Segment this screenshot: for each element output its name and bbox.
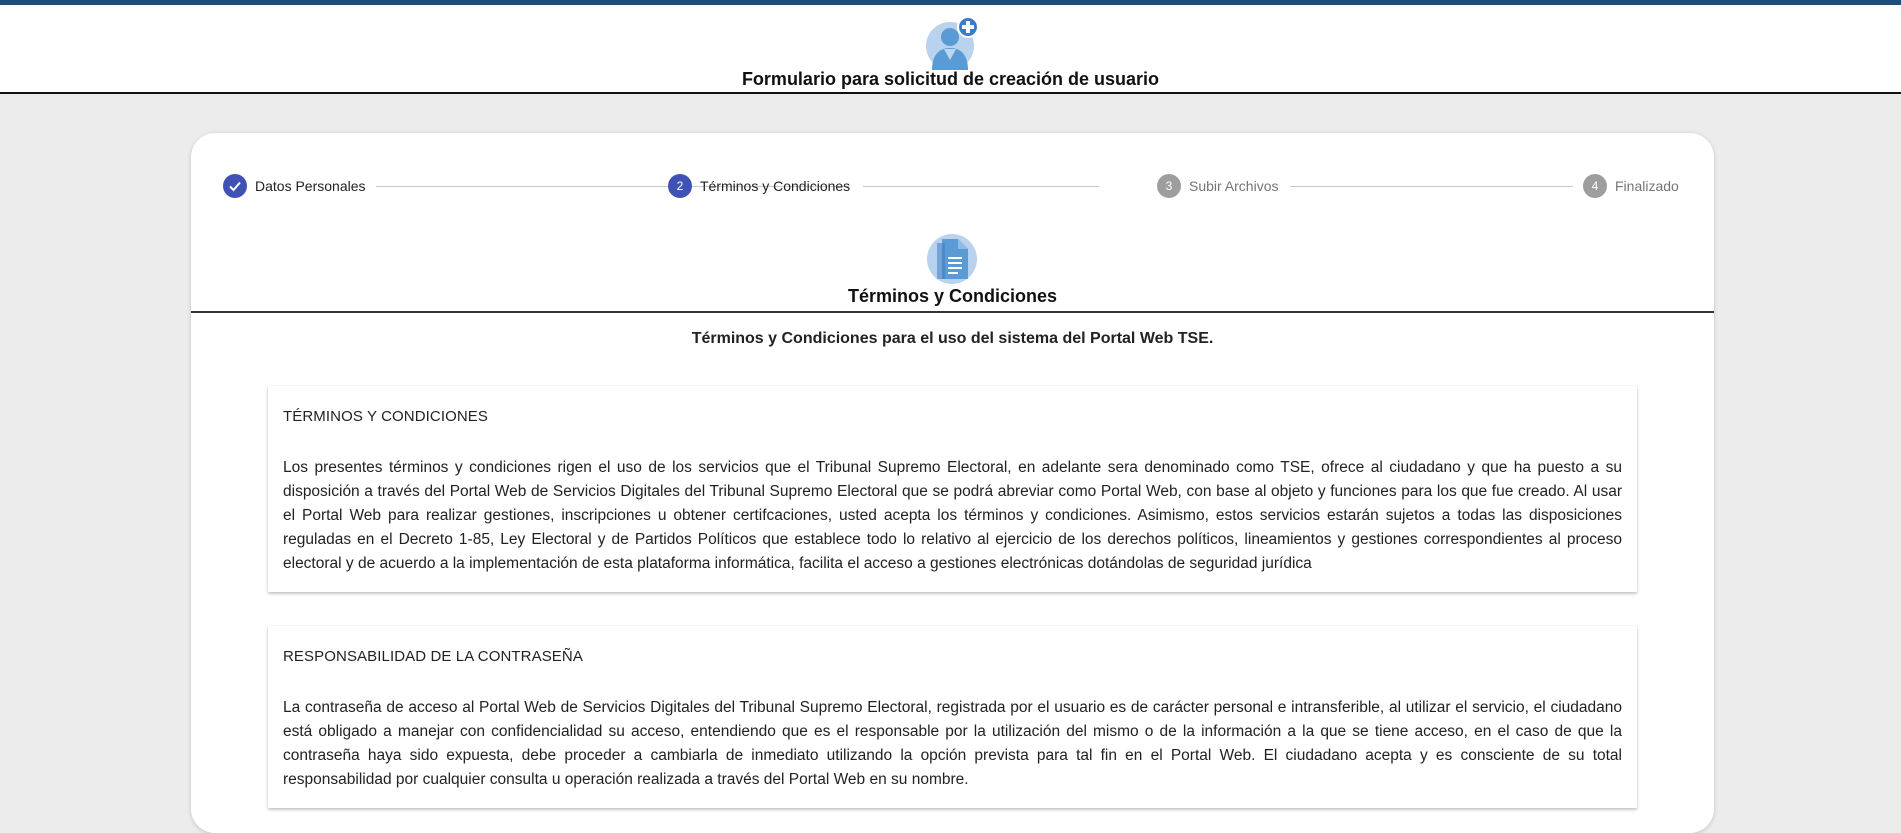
terms-panel [268, 386, 1637, 592]
step-datos-personales[interactable] [223, 173, 366, 199]
step-connector [863, 186, 1099, 187]
user-add-icon [926, 16, 978, 72]
terms-subtitle: Términos y Condiciones para el uso del sistema del Portal Web TSE. [691, 330, 1214, 347]
step-subir-archivos[interactable] [1157, 173, 1278, 199]
step-1-marker [223, 174, 247, 198]
step-4-label: Finalizado [1615, 178, 1679, 194]
check-icon [228, 179, 242, 193]
step-3-marker: 3 [1157, 174, 1181, 198]
step-4-marker: 4 [1583, 174, 1607, 198]
step-terminos[interactable] [668, 173, 850, 199]
step-finalizado[interactable] [1583, 173, 1679, 199]
document-icon [926, 233, 978, 285]
step-2-marker: 2 [668, 174, 692, 198]
section-title: Términos y Condiciones [847, 286, 1058, 306]
page-header [0, 5, 1901, 94]
section-divider [191, 311, 1714, 313]
stepper [191, 173, 1714, 203]
password-body: La contraseña de acceso al Portal Web de Servicios Digitales del Tribunal Supremo Electoral, registrada por el usuario es de carácter personal e intransferible, al utilizar el servicio, el ciudadano está obligado a manejar con confidencialidad su acceso, entendiendo que es el responsable por la utilización del mismo o de la información a la que se tiene acceso, en el caso de que la contraseña haya sido expuesta, debe proceder a cambiarla de inmediato utilizando la opción prevista para tal fin en el Portal Web. El ciudadano acepta y es consciente de su total responsabilidad por cualquier consulta u operación realizada a través del Portal Web en su nombre. [283, 699, 1622, 788]
terms-body: Los presentes términos y condiciones rigen el uso de los servicios que el Tribunal Supremo Electoral, en adelante sera denominado como TSE, ofrece al ciudadano y que ha puesto a su disposición a través del Portal Web de Servicios Digitales del Tribunal Supremo Electoral que se podrá abreviar como Portal Web, con base al objeto y funciones para los que fue creado. Al usar el Portal Web para realizar gestiones, inscripciones u obtener certifcaciones, usted acepta los términos y condiciones. Asimismo, estos servicios estarán sujetos a todas las disposiciones reguladas en el Decreto 1-85, Ley Electoral y de Partidos Políticos que establece todo lo relativo al ejercicio de los derechos políticos, lineamientos y gestiones correspondientes al proceso electoral y de acuerdo a la implementación de esta plataforma informática, facilita el acceso a gestiones electrónicas dotándolas de seguridad jurídica [283, 459, 1622, 572]
form-card [191, 133, 1714, 833]
page-title: Formulario para solicitud de creación de usuario [741, 69, 1160, 89]
step-connector [1290, 186, 1573, 187]
step-2-label: Términos y Condiciones [700, 178, 851, 194]
password-panel [268, 626, 1637, 808]
terms-heading: TÉRMINOS Y CONDICIONES [283, 408, 489, 425]
password-heading: RESPONSABILIDAD DE LA CONTRASEÑA [283, 648, 583, 665]
step-3-label: Subir Archivos [1189, 178, 1279, 194]
step-1-label: Datos Personales [255, 178, 366, 194]
